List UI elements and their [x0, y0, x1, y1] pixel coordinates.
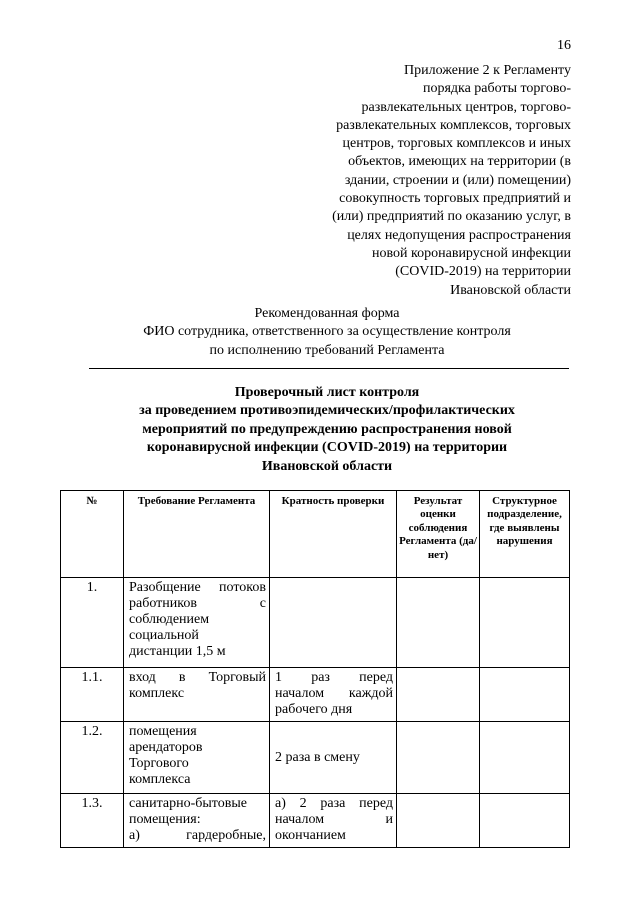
frequency-cell	[270, 794, 397, 848]
row-number: 1.2.	[61, 722, 124, 794]
table-row	[61, 668, 570, 722]
appendix-line: центров, торговых комплексов и иных	[342, 136, 571, 152]
document-title	[0, 384, 640, 476]
frequency-line: окончанием	[275, 828, 346, 843]
appendix-line: Приложение 2 к Регламенту	[404, 63, 571, 78]
row-number: 1.	[61, 578, 124, 668]
title-line: за проведением противоэпидемических/профилактических	[139, 403, 515, 419]
requirement-cell	[124, 578, 270, 668]
page-number: 16	[557, 38, 571, 53]
title-line: мероприятий по предупреждению распространения новой	[142, 421, 512, 437]
appendix-line: совокупность торговых предприятий и	[339, 191, 571, 207]
appendix-line: развлекательных центров, торгово-	[361, 99, 571, 115]
frequency-cell	[270, 668, 397, 722]
form-line: Рекомендованная форма	[254, 306, 400, 321]
frequency-line: рабочего дня	[275, 702, 353, 717]
result-cell	[397, 668, 480, 722]
appendix-line: порядка работы торгово-	[422, 81, 571, 97]
signature-line	[89, 368, 569, 369]
structural-unit-cell	[480, 578, 570, 668]
frequency-line: а) 2 раза перед	[275, 796, 393, 811]
structural-unit-cell	[480, 794, 570, 848]
checklist-table	[60, 490, 570, 848]
frequency-cell	[270, 578, 397, 668]
row-number: 1.3.	[61, 794, 124, 848]
frequency-line: началом каждой	[275, 686, 393, 701]
table-row	[61, 722, 570, 794]
result-cell	[397, 722, 480, 794]
requirement-cell	[124, 668, 270, 722]
result-cell	[397, 794, 480, 848]
appendix-line: новой коронавирусной инфекции	[372, 245, 571, 261]
frequency-line: началом и	[275, 812, 393, 827]
frequency-line: 2 раза в смену	[275, 749, 360, 765]
requirement-line: комплекса	[129, 772, 191, 787]
table-row	[61, 578, 570, 668]
structural-unit-cell	[480, 668, 570, 722]
header-result: Результат оценки соблюдения Регламента (да/нет)	[397, 491, 480, 578]
recommended-form-block	[0, 305, 640, 360]
appendix-line: объектов, имеющих на территории (в	[348, 154, 571, 170]
requirement-line: комплекс	[129, 686, 185, 701]
header-requirement: Требование Регламента	[124, 491, 270, 578]
requirement-cell	[124, 722, 270, 794]
appendix-line: целях недопущения распространения	[347, 227, 571, 243]
requirement-line: Разобщение потоков	[129, 580, 266, 595]
header-number: №	[61, 491, 124, 578]
form-line: ФИО сотрудника, ответственного за осуществление контроля	[143, 324, 511, 340]
requirement-line: дистанции 1,5 м	[129, 644, 226, 659]
form-line: по исполнению требований Регламента	[209, 342, 445, 358]
requirement-line: Торгового	[129, 756, 189, 771]
title-line: коронавирусной инфекции (COVID-2019) на территории	[146, 440, 508, 456]
row-number: 1.1.	[61, 668, 124, 722]
frequency-line: 1 раз перед	[275, 670, 393, 685]
appendix-line: развлекательных комплексов, торговых	[336, 117, 571, 133]
requirement-line: санитарно-бытовые	[129, 796, 247, 811]
header-frequency: Кратность проверки	[270, 491, 397, 578]
requirement-line: вход в Торговый	[129, 670, 266, 685]
appendix-line: здании, строении и (или) помещении)	[344, 172, 571, 188]
requirement-line: помещения:	[129, 812, 201, 827]
result-cell	[397, 578, 480, 668]
requirement-cell	[124, 794, 270, 848]
header-structural-unit: Структурное подразделение, где выявлены нарушения	[480, 491, 570, 578]
appendix-heading	[271, 62, 571, 300]
requirement-line: арендаторов	[129, 740, 203, 755]
appendix-line: (или) предприятий по оказанию услуг, в	[332, 209, 571, 225]
table-row	[61, 794, 570, 848]
appendix-line: (COVID-2019) на территории	[395, 264, 571, 280]
requirement-line: а) гардеробные,	[129, 828, 266, 843]
table-header-row	[61, 491, 570, 578]
requirement-line: помещения	[129, 724, 197, 739]
requirement-line: социальной	[129, 628, 199, 643]
appendix-line: Ивановской области	[450, 282, 571, 298]
frequency-cell	[270, 722, 397, 794]
structural-unit-cell	[480, 722, 570, 794]
requirement-line: работников с	[129, 596, 266, 611]
title-line: Проверочный лист контроля	[234, 385, 420, 400]
title-line: Ивановской области	[261, 458, 393, 474]
requirement-line: соблюдением	[129, 612, 210, 627]
